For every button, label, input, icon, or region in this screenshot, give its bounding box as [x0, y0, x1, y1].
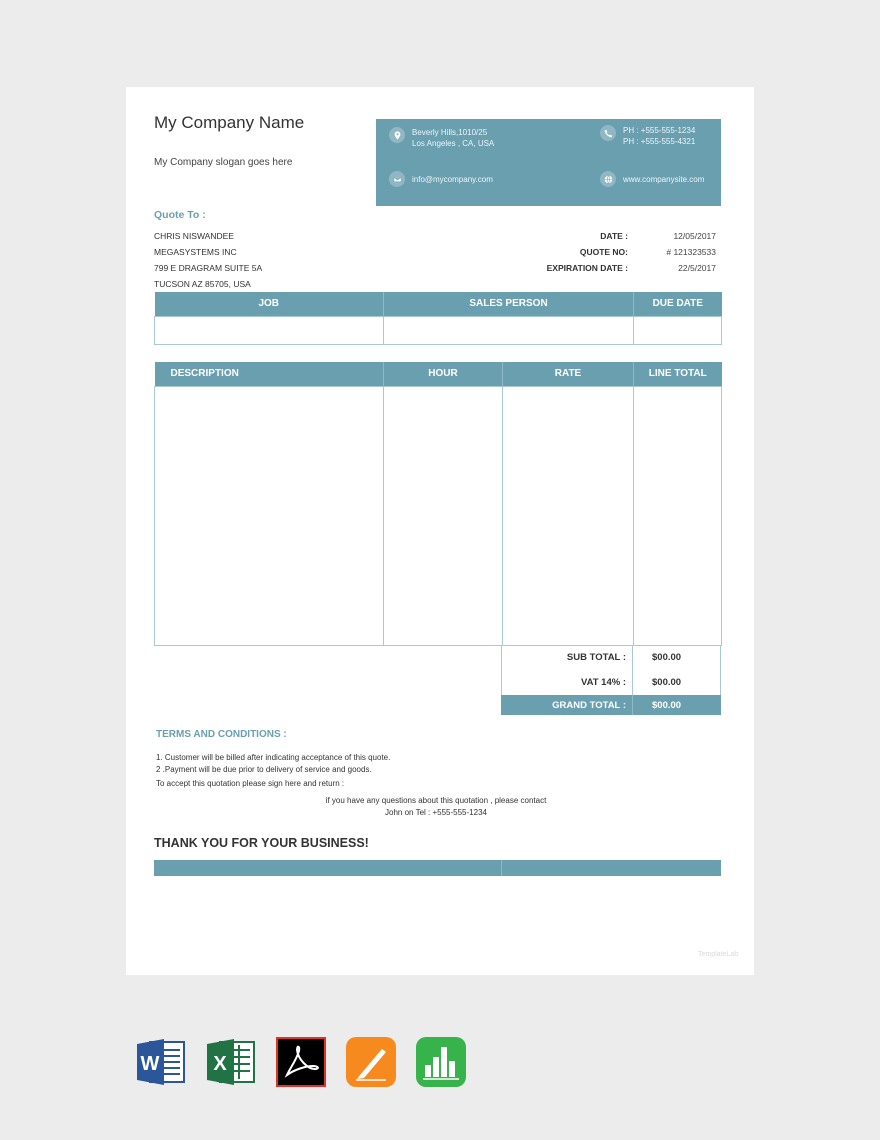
numbers-icon[interactable] — [416, 1037, 466, 1087]
contact-website — [600, 171, 704, 187]
job-table — [154, 292, 722, 345]
rate-cell[interactable] — [503, 386, 634, 645]
terms-line-2: 2 .Payment will be due prior to delivery of service and goods. — [156, 765, 372, 774]
expiration-date-label: EXPIRATION DATE : — [546, 263, 628, 273]
phone-line-1: PH : +555-555-1234 — [623, 126, 696, 135]
watermark: TemplateLab — [698, 951, 739, 958]
quote-meta-labels — [506, 230, 628, 278]
company-name: My Company Name — [154, 113, 305, 132]
client-line: CHRIS NISWANDEE — [154, 231, 234, 241]
pdf-icon[interactable] — [276, 1037, 326, 1087]
address-line-1: Beverly Hills,1010/25 — [412, 128, 488, 137]
quote-to-heading: Quote To : — [154, 209, 206, 221]
expiration-date-value: 22/5/2017 — [678, 263, 716, 273]
hour-header: HOUR — [384, 362, 503, 386]
due-date-cell[interactable] — [634, 316, 722, 344]
contact-note — [126, 795, 746, 819]
subtotal-row — [501, 645, 721, 670]
client-line: 799 E DRAGRAM SUITE 5A — [154, 263, 263, 273]
subtotal-label: SUB TOTAL : — [501, 645, 632, 670]
pages-icon[interactable] — [346, 1037, 396, 1087]
grand-total-row — [501, 695, 721, 715]
website-text: www.companysite.com — [623, 175, 705, 184]
client-line: MEGASYSTEMS INC — [154, 247, 237, 257]
client-address — [154, 230, 262, 294]
date-label: DATE : — [600, 231, 628, 241]
phone-line-2: PH : +555-555-4321 — [623, 137, 696, 146]
email-icon — [389, 171, 405, 187]
footer-bar — [154, 860, 721, 876]
line-total-cell[interactable] — [634, 386, 722, 645]
line-items-table — [154, 362, 722, 646]
quote-no-label: QUOTE NO: — [579, 247, 628, 257]
table-row — [155, 386, 722, 645]
vat-row — [501, 670, 721, 695]
vat-label: VAT 14% : — [501, 670, 632, 695]
accept-instruction: To accept this quotation please sign here and return : — [156, 779, 345, 788]
location-pin-icon — [389, 127, 405, 143]
hour-cell[interactable] — [384, 386, 503, 645]
date-value: 12/05/2017 — [673, 231, 716, 241]
company-slogan: My Company slogan goes here — [154, 157, 293, 168]
description-cell[interactable] — [155, 386, 384, 645]
address-line-2: Los Angeles , CA, USA — [412, 139, 495, 148]
sales-person-header: SALES PERSON — [384, 292, 634, 316]
description-header: DESCRIPTION — [155, 362, 384, 386]
line-total-header: LINE TOTAL — [634, 362, 722, 386]
excel-icon[interactable] — [206, 1037, 256, 1087]
client-line: TUCSON AZ 85705, USA — [154, 279, 251, 289]
sales-person-cell[interactable] — [384, 316, 634, 344]
format-icons — [0, 1037, 880, 1089]
phone-icon — [600, 125, 616, 141]
thank-you-message: THANK YOU FOR YOUR BUSINESS! — [154, 836, 369, 850]
quote-document — [126, 87, 754, 975]
word-icon[interactable] — [136, 1037, 186, 1087]
svg-text:W: W — [140, 1053, 160, 1075]
globe-icon — [600, 171, 616, 187]
totals-block — [501, 645, 721, 715]
contact-note-line-2: John on Tel : +555-555-1234 — [385, 808, 487, 817]
svg-text:X: X — [213, 1053, 227, 1075]
contact-box — [376, 119, 721, 206]
table-row — [155, 316, 722, 344]
email-text: info@mycompany.com — [412, 175, 493, 184]
vat-value: $00.00 — [632, 670, 721, 695]
terms-heading: TERMS AND CONDITIONS : — [156, 729, 287, 740]
contact-email — [389, 171, 493, 187]
contact-phone — [600, 125, 695, 147]
contact-address — [389, 127, 494, 149]
terms-list — [156, 752, 390, 776]
contact-note-line-1: if you have any questions about this quotation , please contact — [325, 796, 547, 805]
grand-total-label: GRAND TOTAL : — [501, 695, 632, 715]
quote-meta-values — [634, 230, 716, 278]
terms-line-1: 1. Customer will be billed after indicating acceptance of this quote. — [156, 753, 391, 762]
job-header: JOB — [155, 292, 384, 316]
quote-no-value: # 121323533 — [666, 247, 716, 257]
grand-total-value: $00.00 — [632, 695, 721, 715]
job-cell[interactable] — [155, 316, 384, 344]
subtotal-value: $00.00 — [632, 645, 721, 670]
due-date-header: DUE DATE — [634, 292, 722, 316]
rate-header: RATE — [503, 362, 634, 386]
